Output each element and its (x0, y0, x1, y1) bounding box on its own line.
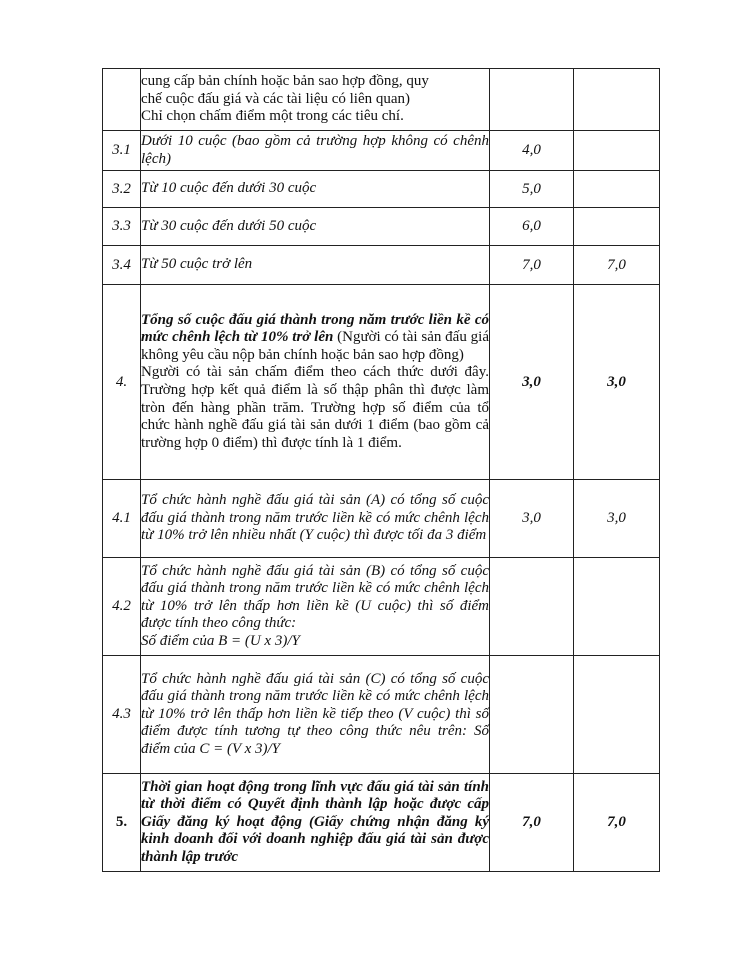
scoring-criteria-table (102, 68, 660, 872)
row-number (103, 69, 141, 131)
criterion-text: Từ 10 cuộc đến dưới 30 cuộc (141, 171, 490, 208)
criterion-text: Từ 50 cuộc trở lên (141, 246, 490, 285)
max-score-cell: 3,0 (574, 285, 660, 480)
max-score-cell: 3,0 (574, 480, 660, 558)
row-number: 3.2 (103, 171, 141, 208)
criterion-instructions: Người có tài sản chấm điểm theo cách thức dưới đây. Trường hợp kết quả điểm là số thập phân thì được làm tròn đến hàng phần trăm. Trường hợp số điểm của tổ chức hành nghề đấu giá tài sản dưới 1 điểm (bao gồm cả trường hợp 0 điểm) thì được tính là 1 điểm. (141, 364, 489, 451)
table-row (103, 246, 660, 285)
row-number: 4.2 (103, 558, 141, 656)
score-cell: 4,0 (490, 131, 574, 171)
max-score-cell: 7,0 (574, 246, 660, 285)
score-cell: 3,0 (490, 480, 574, 558)
max-score-cell (574, 208, 660, 246)
formula: Số điểm của B = (U x 3)/Y (141, 632, 300, 649)
row-number: 4. (103, 285, 141, 480)
max-score-cell (574, 656, 660, 774)
criterion-text: Tổ chức hành nghề đấu giá tài sản (C) có tổng số cuộc đấu giá thành trong năm trước liền kề có mức chênh lệch từ 10% trở lên thấp hơn liền kề tiếp theo (V cuộc) thì số điểm được tính tương tự theo công thức nêu trên: Số điểm của C = (V x 3)/Y (141, 656, 490, 774)
criterion-text: cung cấp bản chính hoặc bản sao hợp đồng, quy chế cuộc đấu giá và các tài liệu có liên quan) Chỉ chọn chấm điểm một trong các tiêu chí. (141, 69, 490, 131)
max-score-cell (574, 69, 660, 131)
criterion-text: Thời gian hoạt động trong lĩnh vực đấu giá tài sản tính từ thời điểm có Quyết định thành lập hoặc được cấp Giấy đăng ký hoạt động (Giấy chứng nhận đăng ký kinh doanh đối với doanh nghiệp đấu giá tài sản được thành lập trước (141, 774, 490, 872)
row-number: 5. (103, 774, 141, 872)
table-row (103, 558, 660, 656)
row-number: 4.1 (103, 480, 141, 558)
criterion-text: Tổ chức hành nghề đấu giá tài sản (A) có tổng số cuộc đấu giá thành trong năm trước liền kề có mức chênh lệch từ 10% trở lên nhiều nhất (Y cuộc) thì được tối đa 3 điểm (141, 480, 490, 558)
table-row (103, 131, 660, 171)
score-cell: 7,0 (490, 246, 574, 285)
criterion-text: Dưới 10 cuộc (bao gồm cả trường hợp không có chênh lệch) (141, 131, 490, 171)
score-cell (490, 558, 574, 656)
score-cell (490, 69, 574, 131)
table-row (103, 208, 660, 246)
score-cell: 7,0 (490, 774, 574, 872)
criterion-text (141, 285, 490, 480)
row-number: 4.3 (103, 656, 141, 774)
criterion-note: (Người có tài sản đấu giá không yêu cầu nộp bản chính hoặc bản sao hợp đồng) (141, 329, 489, 363)
row-number: 3.4 (103, 246, 141, 285)
table-row (103, 656, 660, 774)
table-row (103, 774, 660, 872)
criterion-text: Tổ chức hành nghề đấu giá tài sản (B) có tổng số cuộc đấu giá thành trong năm trước liền kề có mức chênh lệch từ 10% trở lên thấp hơn liền kề (U cuộc) thì số điểm được tính theo công thức: Số điểm của B = (U x 3)/Y (141, 558, 490, 656)
table-row (103, 480, 660, 558)
criterion-text: Từ 30 cuộc đến dưới 50 cuộc (141, 208, 490, 246)
table-row (103, 285, 660, 480)
score-cell: 3,0 (490, 285, 574, 480)
table-row (103, 69, 660, 131)
max-score-cell (574, 171, 660, 208)
score-cell: 6,0 (490, 208, 574, 246)
max-score-cell: 7,0 (574, 774, 660, 872)
criterion-heading: Tổng số cuộc đấu giá thành trong năm trước liền kề có mức chênh lệch từ 10% trở lên (141, 311, 489, 346)
row-number: 3.1 (103, 131, 141, 171)
score-cell (490, 656, 574, 774)
max-score-cell (574, 131, 660, 171)
table-row (103, 171, 660, 208)
max-score-cell (574, 558, 660, 656)
row-number: 3.3 (103, 208, 141, 246)
score-cell: 5,0 (490, 171, 574, 208)
